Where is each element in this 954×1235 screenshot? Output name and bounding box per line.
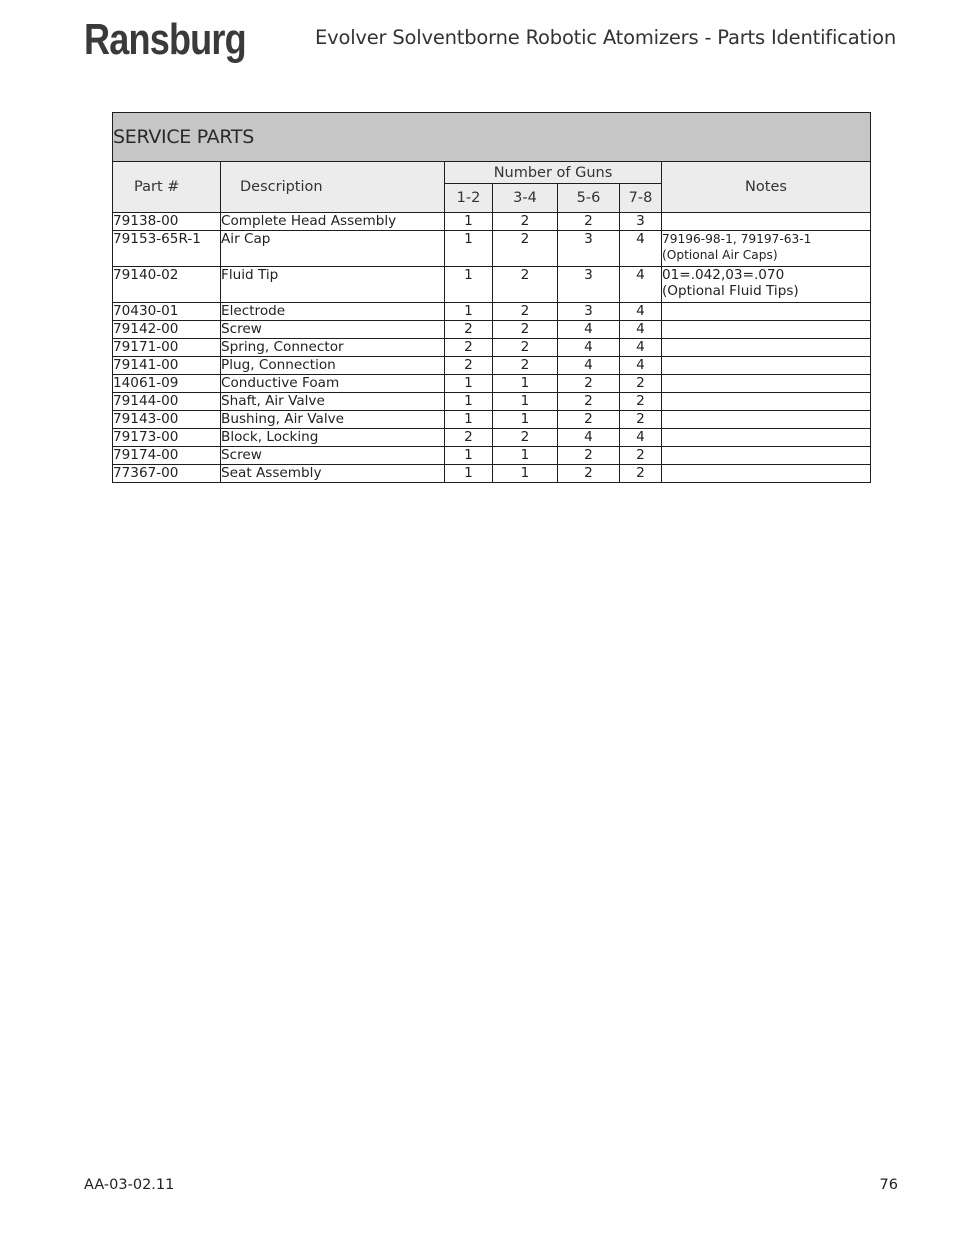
part-description: Shaft, Air Valve [221,393,445,411]
part-notes [662,213,871,231]
note-line: (Optional Air Caps) [662,248,778,262]
ransburg-logo: Ransburg [84,15,246,64]
quantity-1-2: 1 [445,303,493,321]
quantity-7-8: 4 [620,429,662,447]
quantity-1-2: 1 [445,213,493,231]
part-description: Bushing, Air Valve [221,411,445,429]
part-number: 79141-00 [113,357,221,375]
quantity-5-6: 3 [558,231,620,267]
quantity-7-8: 2 [620,375,662,393]
quantity-5-6: 4 [558,429,620,447]
quantity-3-4: 2 [493,213,558,231]
part-number: 79142-00 [113,321,221,339]
part-number: 79173-00 [113,429,221,447]
part-notes [662,393,871,411]
part-number: 79171-00 [113,339,221,357]
part-notes [662,429,871,447]
header-part-number: Part # [113,162,221,213]
part-description: Screw [221,321,445,339]
quantity-1-2: 1 [445,465,493,483]
document-title: Evolver Solventborne Robotic Atomizers - Parts Identification [315,26,896,49]
quantity-5-6: 2 [558,213,620,231]
quantity-5-6: 4 [558,339,620,357]
part-notes [662,465,871,483]
header-guns-5-6: 5-6 [558,184,620,213]
table-row [113,465,871,483]
part-notes [662,231,871,267]
part-notes [662,339,871,357]
note-line: 79196-98-1, 79197-63-1 [662,232,812,246]
quantity-1-2: 1 [445,393,493,411]
table-row [113,321,871,339]
quantity-1-2: 2 [445,429,493,447]
quantity-7-8: 4 [620,357,662,375]
quantity-3-4: 1 [493,375,558,393]
quantity-1-2: 2 [445,321,493,339]
table-row [113,375,871,393]
quantity-5-6: 4 [558,321,620,339]
header-guns-1-2: 1-2 [445,184,493,213]
quantity-7-8: 2 [620,465,662,483]
footer-doc-code: AA-03-02.11 [84,1177,175,1193]
part-description: Seat Assembly [221,465,445,483]
table-row [113,231,871,267]
quantity-3-4: 1 [493,393,558,411]
quantity-1-2: 1 [445,411,493,429]
header-guns-7-8: 7-8 [620,184,662,213]
table-row [113,303,871,321]
header-notes: Notes [662,162,871,213]
quantity-1-2: 1 [445,231,493,267]
quantity-3-4: 1 [493,411,558,429]
note-line: 01=.042,03=.070 [662,267,785,283]
part-number: 79143-00 [113,411,221,429]
quantity-3-4: 2 [493,321,558,339]
part-notes [662,267,871,303]
part-notes [662,447,871,465]
part-description: Complete Head Assembly [221,213,445,231]
table-row [113,357,871,375]
part-description: Block, Locking [221,429,445,447]
quantity-3-4: 2 [493,267,558,303]
table-row [113,393,871,411]
part-notes [662,303,871,321]
quantity-5-6: 2 [558,447,620,465]
part-number: 79153-65R-1 [113,231,221,267]
quantity-7-8: 4 [620,303,662,321]
quantity-1-2: 2 [445,357,493,375]
part-notes [662,375,871,393]
part-number: 14061-09 [113,375,221,393]
part-number: 79174-00 [113,447,221,465]
quantity-3-4: 2 [493,303,558,321]
part-number: 70430-01 [113,303,221,321]
header-description: Description [221,162,445,213]
table-row [113,411,871,429]
quantity-5-6: 2 [558,375,620,393]
part-number: 79144-00 [113,393,221,411]
table-row [113,339,871,357]
note-line: (Optional Fluid Tips) [662,283,799,299]
part-description: Screw [221,447,445,465]
footer-page-number: 76 [879,1177,898,1193]
quantity-5-6: 4 [558,357,620,375]
quantity-7-8: 2 [620,447,662,465]
part-number: 79138-00 [113,213,221,231]
quantity-7-8: 3 [620,213,662,231]
quantity-5-6: 3 [558,303,620,321]
quantity-3-4: 1 [493,465,558,483]
part-description: Spring, Connector [221,339,445,357]
quantity-5-6: 2 [558,465,620,483]
part-number: 77367-00 [113,465,221,483]
part-description: Plug, Connection [221,357,445,375]
table-row [113,267,871,303]
table-row [113,213,871,231]
quantity-7-8: 4 [620,231,662,267]
part-description: Air Cap [221,231,445,267]
quantity-1-2: 1 [445,447,493,465]
quantity-7-8: 2 [620,393,662,411]
part-description: Fluid Tip [221,267,445,303]
quantity-7-8: 2 [620,411,662,429]
table-row [113,429,871,447]
quantity-5-6: 3 [558,267,620,303]
quantity-3-4: 2 [493,339,558,357]
quantity-5-6: 2 [558,393,620,411]
table-row [113,447,871,465]
part-notes [662,357,871,375]
service-parts-table [112,112,871,483]
quantity-3-4: 2 [493,429,558,447]
quantity-1-2: 2 [445,339,493,357]
quantity-3-4: 1 [493,447,558,465]
quantity-5-6: 2 [558,411,620,429]
part-notes [662,321,871,339]
quantity-3-4: 2 [493,231,558,267]
quantity-7-8: 4 [620,267,662,303]
parts-rows [113,213,871,483]
quantity-7-8: 4 [620,339,662,357]
quantity-1-2: 1 [445,267,493,303]
header-guns-3-4: 3-4 [493,184,558,213]
quantity-7-8: 4 [620,321,662,339]
quantity-1-2: 1 [445,375,493,393]
header-number-of-guns: Number of Guns [445,162,662,184]
part-description: Electrode [221,303,445,321]
part-description: Conductive Foam [221,375,445,393]
quantity-3-4: 2 [493,357,558,375]
part-notes [662,411,871,429]
table-title: SERVICE PARTS [113,113,871,162]
part-number: 79140-02 [113,267,221,303]
